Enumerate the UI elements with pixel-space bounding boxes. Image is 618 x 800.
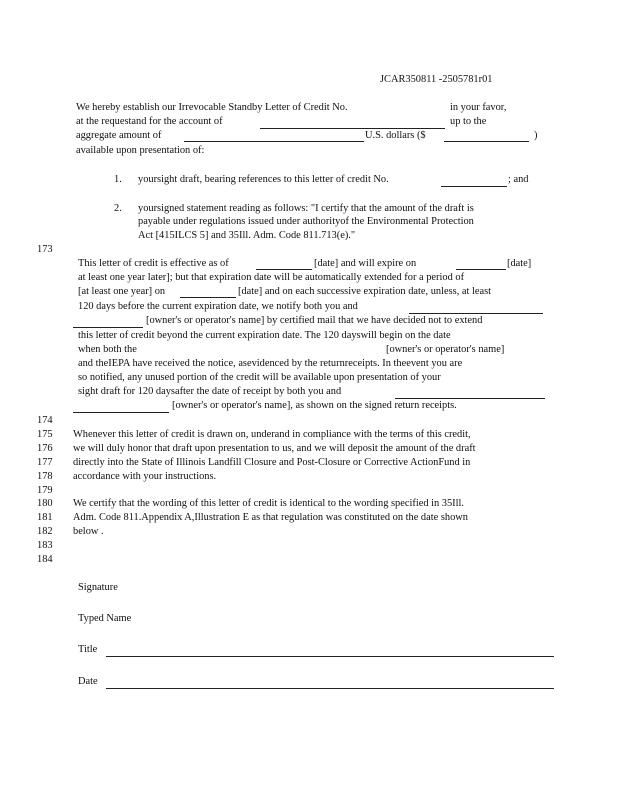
p1-line1: We hereby establish our Irrevocable Standby Letter of Credit No. [76,102,348,113]
line-number: 174 [37,415,53,426]
title-field[interactable] [106,656,554,657]
title-label: Title [78,644,98,655]
p2-line1: This letter of credit is effective as of [78,258,229,269]
line-number: 177 [37,457,53,468]
typed-name-label: Typed Name [78,613,132,624]
item1-number: 1. [114,174,122,185]
beneficiary-name-blank[interactable] [409,313,543,314]
item1-end: ; and [508,174,529,185]
p1-line3: aggregate amount of [76,130,162,141]
p2-line7-end: [owner's or operator's name] [386,344,505,355]
p2-line4: 120 days before the current expiration date, we notify both you and [78,301,358,312]
p4-line1: We certify that the wording of this letter of credit is identical to the wording specified in 35Ill. [73,498,465,509]
line-number: 181 [37,512,53,523]
p1-line2: at the requestand for the account of [76,116,223,127]
line-number: 175 [37,429,53,440]
p2-line1-mid: [date] and will expire on [314,258,417,269]
p2-line8: and theIEPA have received the notice, asevidenced by the returnreceipts. In theevent you are [78,358,463,369]
p2-line9: so notified, any unused portion of the credit will be available upon presentation of your [78,372,441,383]
amount-number-blank[interactable] [444,141,529,142]
p3-line3: directly into the State of Illinois Landfill Closure and Post-Closure or Corrective ActionFund in [73,457,471,468]
p2-line1-end: [date] [507,258,532,269]
document-id: JCAR350811 -2505781r01 [380,74,493,85]
amount-words-blank[interactable] [184,141,364,142]
p3-line4: accordance with your instructions. [73,471,217,482]
signature-label: Signature [78,582,118,593]
item1-text: yoursight draft, bearing references to this letter of credit No. [138,174,389,185]
item2-line3: Act [415ILCS 5] and 35Ill. Adm. Code 811.713(e)." [138,230,356,241]
beneficiary-name-blank-2[interactable] [395,398,545,399]
p4-line3: below . [73,526,104,537]
item2-number: 2. [114,203,122,214]
credit-number-blank[interactable] [441,186,507,187]
amount-close-paren: ) [534,130,538,141]
us-dollars-label: U.S. dollars ($ [365,130,426,141]
p2-line11: [owner's or operator's name], as shown on the signed return receipts. [172,400,457,411]
effective-date-blank[interactable] [256,269,312,270]
p2-line2: at least one year later]; but that expiration date will be automatically extended for a period of [78,272,465,283]
p2-line3-end: [date] and on each successive expiration date, unless, at least [238,286,492,297]
p1-line4: available upon presentation of: [76,145,205,156]
item2-line2: payable under regulations issued under authorityof the Environmental Protection [138,216,474,227]
p2-line5: [owner's or operator's name] by certified mail that we have decided not to extend [146,315,483,326]
p1-line1-end: in your favor, [450,102,507,113]
line-number: 178 [37,471,53,482]
item2-line1: yoursigned statement reading as follows: "I certify that the amount of the draft is [138,203,474,214]
date-field[interactable] [106,688,554,689]
line-number: 184 [37,554,53,565]
line-number: 179 [37,485,53,496]
expiry-date-blank[interactable] [456,269,506,270]
line-number: 182 [37,526,53,537]
line-number: 183 [37,540,53,551]
p4-line2: Adm. Code 811.Appendix A,Illustration E as that regulation was constituted on the date shown [73,512,468,523]
p2-line10: sight draft for 120 daysafter the date of receipt by both you and [78,386,342,397]
owner-name-blank-1[interactable] [73,327,143,328]
line-number: 180 [37,498,53,509]
p3-line2: we will duly honor that draft upon presentation to us, and we will deposit the amount of the draft [73,443,476,454]
extension-date-blank[interactable] [180,297,236,298]
account-name-blank[interactable] [260,128,445,129]
owner-name-blank-2[interactable] [73,412,169,413]
line-number: 173 [37,244,53,255]
p2-line6: this letter of credit beyond the current expiration date. The 120 dayswill begin on the date [78,330,451,341]
p3-line1: Whenever this letter of credit is drawn on, underand in compliance with the terms of this credit, [73,429,471,440]
p1-line2-end: up to the [450,116,487,127]
p2-line3: [at least one year] on [78,286,166,297]
line-number: 176 [37,443,53,454]
date-label: Date [78,676,98,687]
p2-line7: when both the [78,344,137,355]
